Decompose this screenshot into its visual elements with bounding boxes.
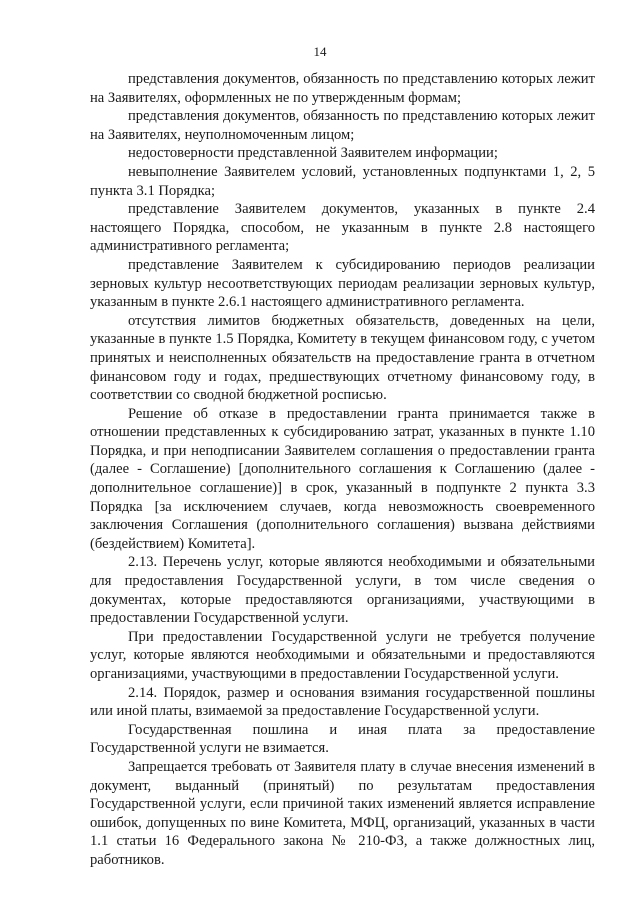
page-number: 14 [313,44,327,59]
paragraph: Запрещается требовать от Заявителя плату в случае внесения изменений в документ, выданный (принятый) по результатам предоставления Государственной услуги, если причиной таких изменений является исправление ошибок, допущенных по вине Комитета, МФЦ, организаций, указанных в части 1.1 статьи 16 Федерального закона № 210-ФЗ, а также должностных лиц, работников. [90,758,595,868]
paragraph: При предоставлении Государственной услуги не требуется получение услуг, которые являются необходимыми и обязательными и предоставляются организациями, участвующими в предоставлении Государственной услуги. [90,628,595,682]
document-body [90,70,595,870]
paragraph: представления документов, обязанность по представлению которых лежит на Заявителях, оформленных не по утвержденным формам; [90,71,595,106]
paragraph: представление Заявителем документов, указанных в пункте 2.4 настоящего Порядка, способом, не указанным в пункте 2.8 настоящего административного регламента; [90,201,595,255]
paragraph: недостоверности представленной Заявителем информации; [128,145,498,162]
paragraph: представление Заявителем к субсидированию периодов реализации зерновых культур несоответствующих периодам реализации зерновых культур, указанным в пункте 2.6.1 настоящего административного регламента. [90,256,595,311]
section-heading-2-13: 2.13. Перечень услуг, которые являются необходимыми и обязательными для предоставления Государственной услуги, в том числе сведения о документах, которые предоставляются организациями, участвующими в предоставлении Государственной услуги. [90,554,595,627]
section-heading-2-14: 2.14. Порядок, размер и основания взимания государственной пошлины или иной платы, взимаемой за предоставление Государственной услуги. [90,684,595,720]
paragraph: представления документов, обязанность по представлению которых лежит на Заявителях, неуполномоченным лицом; [90,108,595,143]
paragraph: Решение об отказе в предоставлении гранта принимается также в отношении представленных к субсидированию затрат, указанных в пункте 1.10 Порядка, и при неподписании Заявителем соглашения о предоставлении гранта (далее - Соглашение) [дополнительного соглашения к Соглашению (далее - дополнительное соглашение)] в срок, указанный в подпункте 2 пункта 3.3 Порядка [за исключением случаев, когда невозможность своевременного заключения Соглашения (дополнительного соглашения) вызвана действиями (бездействием) Комитета]. [90,405,595,552]
paragraph: невыполнение Заявителем условий, установленных подпунктами 1, 2, 5 пункта 3.1 Порядка; [90,163,595,199]
paragraph: отсутствия лимитов бюджетных обязательств, доведенных на цели, указанные в пункте 1.5 Порядка, Комитету в текущем финансовом году, с учетом принятых и неисполненных обязательств на предоставление гранта в отчетном финансовом году и годах, предшествующих отчетному финансовому году, в соответствии со сводной бюджетной росписью. [90,312,595,404]
paragraph: Государственная пошлина и иная плата за предоставление Государственной услуги не взимается. [90,721,595,757]
